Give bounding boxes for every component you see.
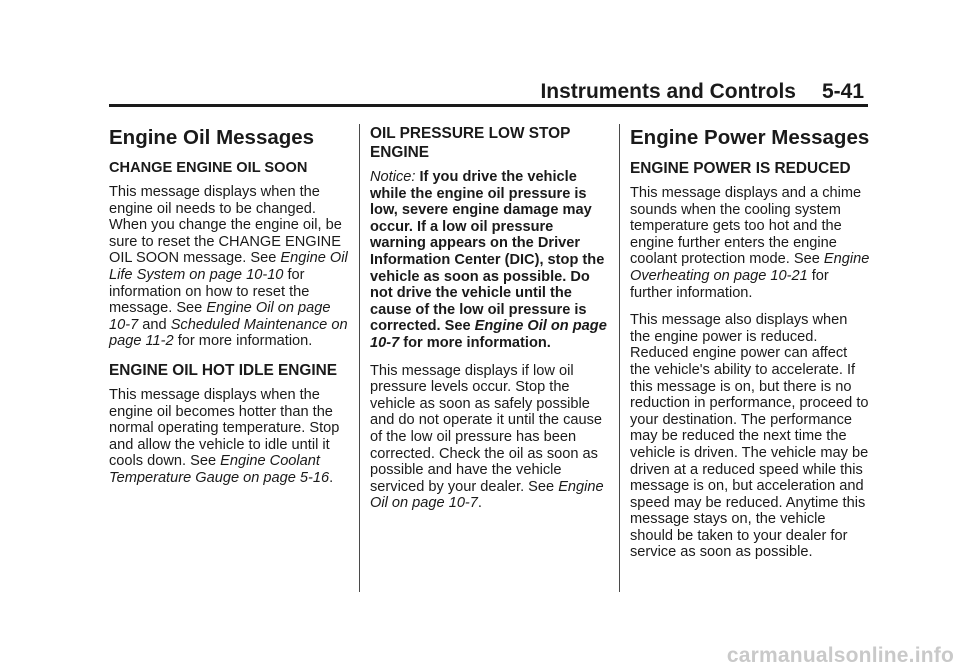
engine-power-paragraph-1 xyxy=(630,185,870,301)
hot-idle-paragraph xyxy=(109,387,349,487)
oil-pressure-text: This message displays if low oil pressure levels occur. Stop the vehicle as soon as safely possible and do not operate it until the cause of the low oil pressure has been corrected. Check the oil as soon as possible and have the vehicle serviced by your dealer. See xyxy=(370,362,603,495)
change-oil-title: CHANGE ENGINE OIL SOON xyxy=(109,160,308,176)
hot-idle-title: ENGINE OIL HOT IDLE ENGINE xyxy=(109,361,338,379)
column-1 xyxy=(109,124,349,498)
change-oil-text-4: for more information. xyxy=(173,333,313,350)
column-3 xyxy=(630,124,870,572)
oil-pressure-text-end: . xyxy=(477,495,482,512)
change-oil-text: This message displays when the engine oil needs to be changed. When you change the engine oil, be sure to reset the CHANGE ENGINE OIL SOON message. See xyxy=(109,184,342,267)
change-oil-paragraph xyxy=(109,184,349,350)
engine-power-messages-heading: Engine Power Messages xyxy=(630,126,870,149)
engine-oil-link[interactable]: Engine Oil on page 10-7 xyxy=(109,300,331,333)
engine-power-reduced-title: ENGINE POWER IS REDUCED xyxy=(630,160,851,177)
hot-idle-text-end: . xyxy=(329,469,334,486)
watermark: carmanualsonline.info xyxy=(726,644,954,667)
engine-power-text-end: for further information. xyxy=(630,267,829,301)
oil-pressure-title: OIL PRESSURE LOW STOP ENGINE xyxy=(370,125,571,161)
hot-idle-text: This message displays when the engine oil becomes hotter than the normal operating temperature. Stop and allow the vehicle to idle until it cools down. See xyxy=(109,386,340,470)
engine-overheating-link[interactable]: Engine Overheating on page 10-21 xyxy=(630,251,870,284)
scheduled-maintenance-link[interactable]: Scheduled Maintenance on page 11-2 xyxy=(109,316,348,350)
page-header xyxy=(540,80,864,104)
notice-text: If you drive the vehicle while the engine oil pressure is low, severe engine damage may occur. If a low oil pressure warning appears on the Driver Information Center (DIC), stop the vehicle as soon as possible. Do not drive the vehicle until the cause of the low oil pressure is corrected. See xyxy=(370,169,605,335)
notice-paragraph xyxy=(370,169,610,352)
page-number: 5-41 xyxy=(821,80,864,103)
engine-power-paragraph-2: This message also displays when the engine power is reduced. Reduced engine power can affect the vehicle's ability to accelerate. If this message is on, but there is no reduction in performance, proceed to your destination. The performance may be reduced the next time the vehicle is driven. The vehicle may be driven at a reduced speed while this message is on, but acceleration and speed may be reduced. Anytime this message stays on, the vehicle should be taken to your dealer for service as soon as possible. xyxy=(630,312,869,561)
oil-life-link[interactable]: Engine Oil Life System on page 10-10 xyxy=(109,250,348,283)
change-oil-text-3: and xyxy=(138,316,171,333)
engine-oil-messages-heading: Engine Oil Messages xyxy=(109,126,315,149)
notice-engine-oil-link[interactable]: Engine Oil on page 10-7 xyxy=(370,318,607,351)
notice-label: Notice: xyxy=(370,169,416,185)
coolant-gauge-link[interactable]: Engine Coolant Temperature Gauge on page 5-16 xyxy=(109,453,330,486)
column-2 xyxy=(370,124,610,523)
column-divider-2 xyxy=(619,124,620,592)
notice-text-end: for more information. xyxy=(399,334,551,351)
change-oil-text-2: for information on how to reset the message. See xyxy=(109,266,310,317)
section-title: Instruments and Controls xyxy=(540,80,796,103)
oil-pressure-paragraph xyxy=(370,363,610,512)
header-rule xyxy=(109,104,868,107)
oil-pressure-engine-oil-link[interactable]: Engine Oil on page 10-7 xyxy=(370,478,604,512)
engine-power-text: This message displays and a chime sounds when the cooling system temperature gets too hot and the engine further enters the engine coolant protection mode. See xyxy=(630,185,862,268)
column-divider-1 xyxy=(359,124,360,592)
